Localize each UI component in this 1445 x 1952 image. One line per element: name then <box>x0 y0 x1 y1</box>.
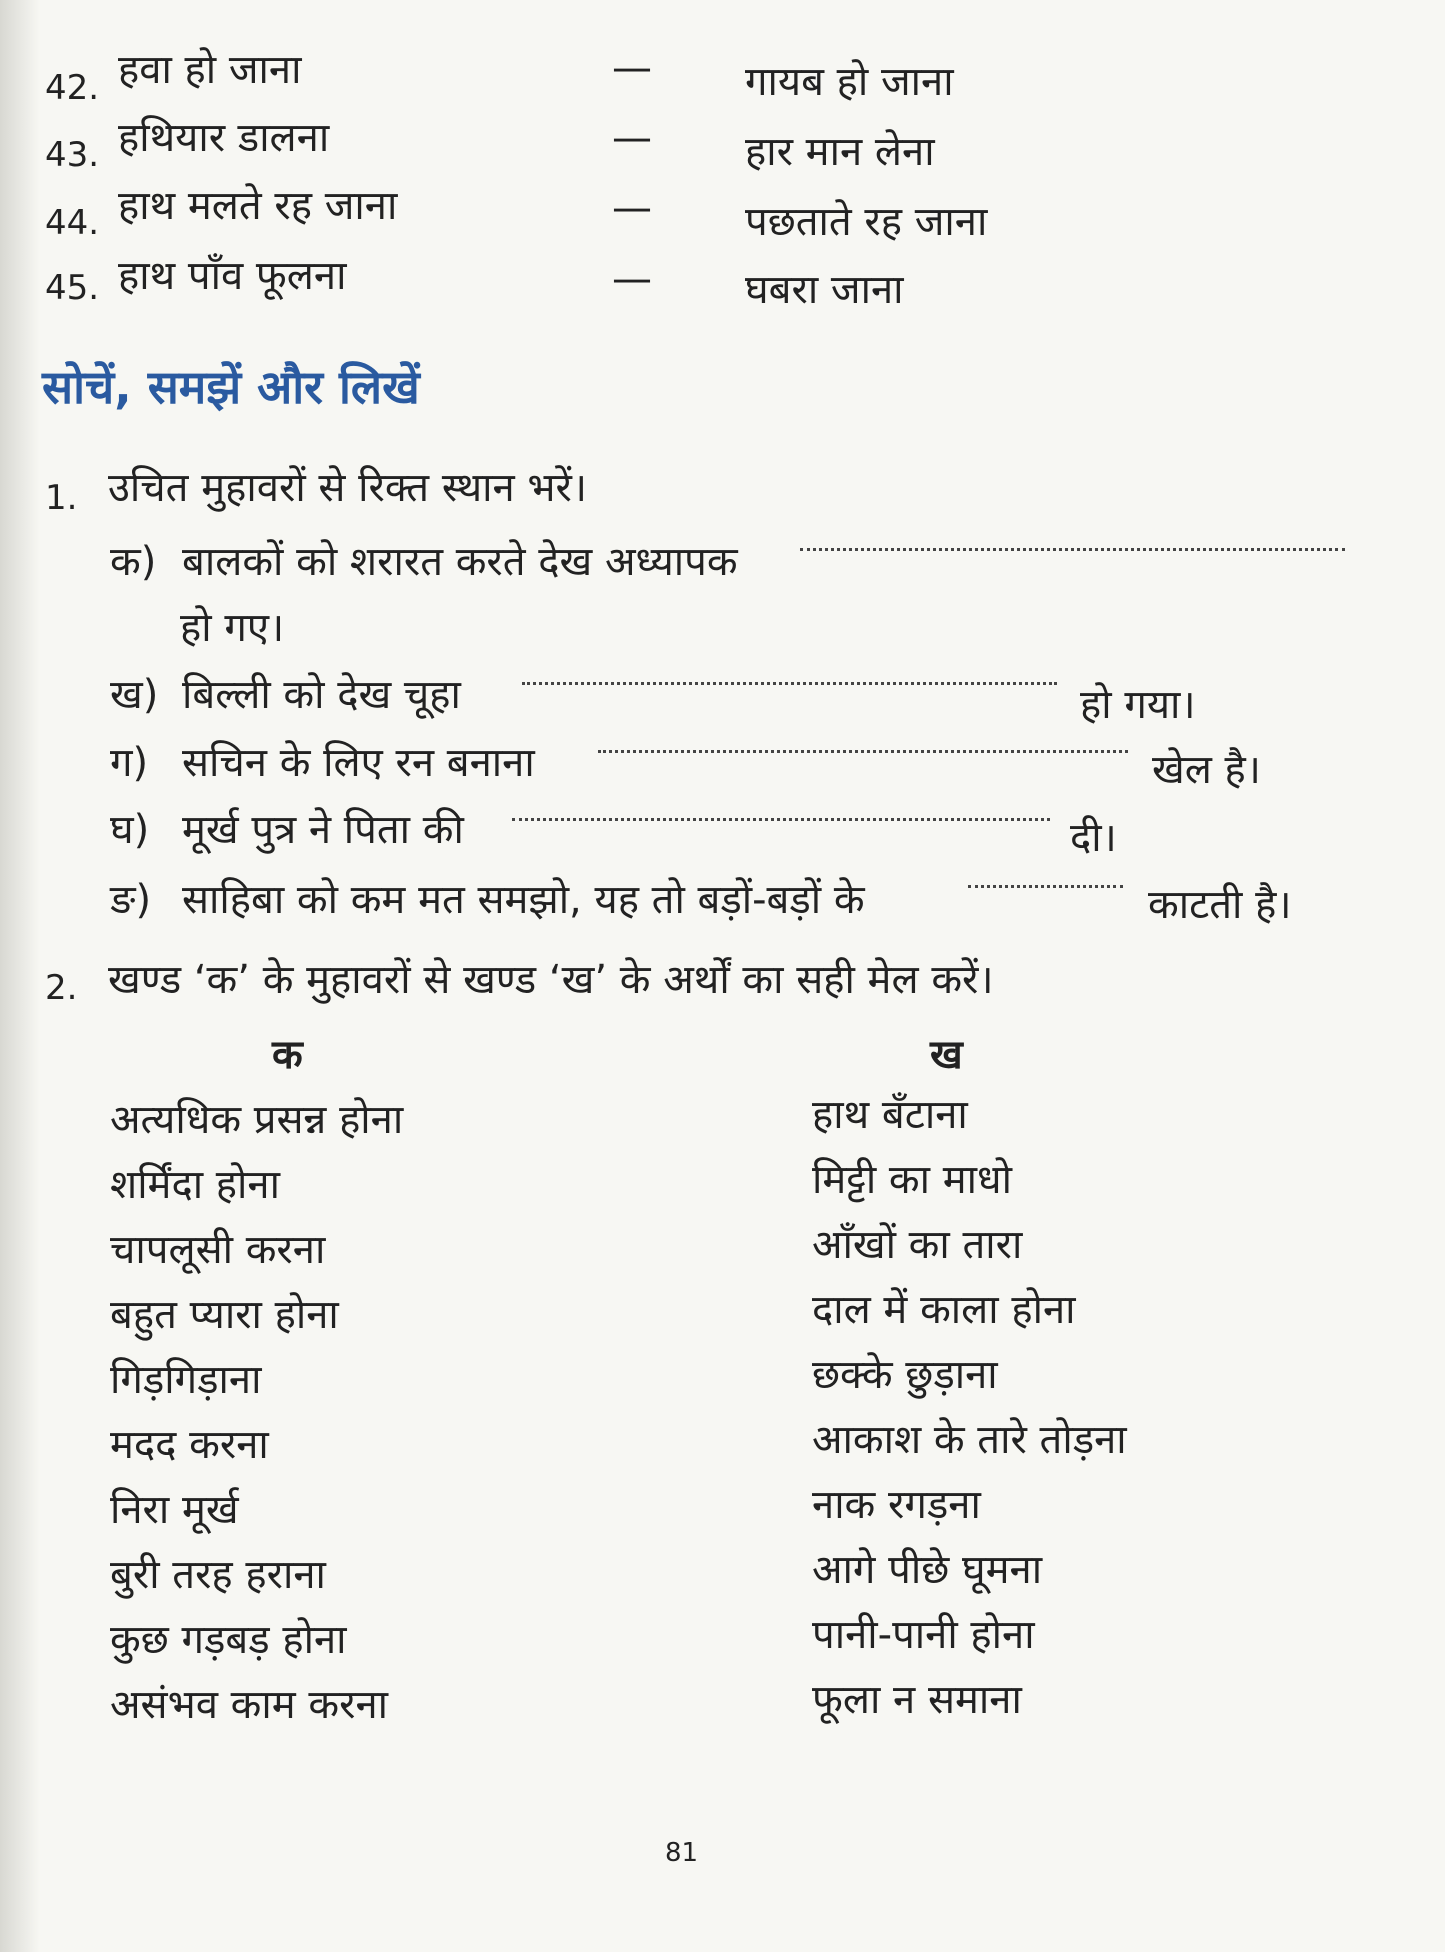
item-text-end: दी। <box>1070 815 1117 861</box>
item-text: बालकों को शरारत करते देख अध्यापक <box>182 539 738 585</box>
column-a-item: निरा मूर्ख <box>110 1487 239 1533</box>
column-a-item: बहुत प्यारा होना <box>110 1292 339 1338</box>
column-b-item: पानी-पानी होना <box>812 1612 1035 1658</box>
dash-separator: — <box>612 185 652 231</box>
section-heading: सोचें, समझें और लिखें <box>42 360 420 414</box>
column-a-item: बुरी तरह हराना <box>110 1552 326 1598</box>
item-label: ग) <box>110 740 149 786</box>
item-text-end: हो गए। <box>180 605 285 651</box>
dash-separator: — <box>612 256 652 302</box>
column-b-item: मिट्टी का माधो <box>812 1157 1012 1203</box>
item-text-end: हो गया। <box>1080 682 1196 728</box>
idiom-meaning: पछताते रह जाना <box>745 199 988 245</box>
blank-dotted-line <box>522 682 1057 685</box>
column-b-item: हाथ बँटाना <box>812 1092 968 1138</box>
idiom-text: हथियार डालना <box>118 115 330 161</box>
blank-dotted-line <box>968 885 1123 888</box>
page-binding-shadow <box>0 0 40 1952</box>
item-label: घ) <box>110 807 150 853</box>
item-text: बिल्ली को देख चूहा <box>182 672 461 718</box>
column-a-item: मदद करना <box>110 1422 269 1468</box>
blank-dotted-line <box>512 818 1050 821</box>
item-label: क) <box>110 539 157 585</box>
item-text: साहिबा को कम मत समझो, यह तो बड़ों-बड़ों के <box>182 877 865 923</box>
idiom-text: हाथ मलते रह जाना <box>118 183 398 229</box>
idiom-number: 45. <box>45 268 100 308</box>
idiom-meaning: गायब हो जाना <box>745 59 954 105</box>
column-b-item: दाल में काला होना <box>812 1287 1076 1333</box>
item-text: मूर्ख पुत्र ने पिता की <box>182 807 464 853</box>
idiom-meaning: हार मान लेना <box>745 129 935 175</box>
column-b-item: छक्के छुड़ाना <box>812 1352 998 1398</box>
question-number: 2. <box>45 968 78 1008</box>
idiom-meaning: घबरा जाना <box>745 267 904 313</box>
column-b-item: आँखों का तारा <box>812 1222 1023 1268</box>
column-b-item: नाक रगड़ना <box>812 1482 981 1528</box>
idiom-number: 43. <box>45 135 100 175</box>
blank-dotted-line <box>598 750 1128 753</box>
question-text: उचित मुहावरों से रिक्त स्थान भरें। <box>108 465 588 511</box>
question-number: 1. <box>45 478 78 518</box>
column-a-item: असंभव काम करना <box>110 1682 389 1728</box>
column-a-item: कुछ गड़बड़ होना <box>110 1617 347 1663</box>
column-b-item: आकाश के तारे तोड़ना <box>812 1417 1127 1463</box>
dash-separator: — <box>612 45 652 91</box>
item-label: ख) <box>110 672 159 718</box>
item-label: ङ) <box>110 877 152 923</box>
column-a-item: चापलूसी करना <box>110 1227 326 1273</box>
idiom-text: हाथ पाँव फूलना <box>118 253 347 299</box>
page-number: 81 <box>665 1838 699 1868</box>
idiom-text: हवा हो जाना <box>118 47 302 93</box>
column-b-heading: ख <box>930 1032 963 1078</box>
idiom-number: 44. <box>45 203 100 243</box>
item-text: सचिन के लिए रन बनाना <box>182 740 535 786</box>
dash-separator: — <box>612 115 652 161</box>
question-text: खण्ड ‘क’ के मुहावरों से खण्ड ‘ख’ के अर्थों का सही मेल करें। <box>108 957 994 1003</box>
column-b-item: आगे पीछे घूमना <box>812 1547 1043 1593</box>
item-text-end: खेल है। <box>1152 747 1261 793</box>
blank-dotted-line <box>800 548 1345 551</box>
idiom-number: 42. <box>45 68 100 108</box>
column-a-item: गिड़गिड़ाना <box>110 1357 262 1403</box>
item-text-end: काटती है। <box>1148 882 1292 928</box>
column-a-heading: क <box>272 1032 303 1078</box>
column-a-item: अत्यधिक प्रसन्न होना <box>110 1097 404 1143</box>
column-b-item: फूला न समाना <box>812 1677 1022 1723</box>
column-a-item: शर्मिंदा होना <box>110 1162 280 1208</box>
